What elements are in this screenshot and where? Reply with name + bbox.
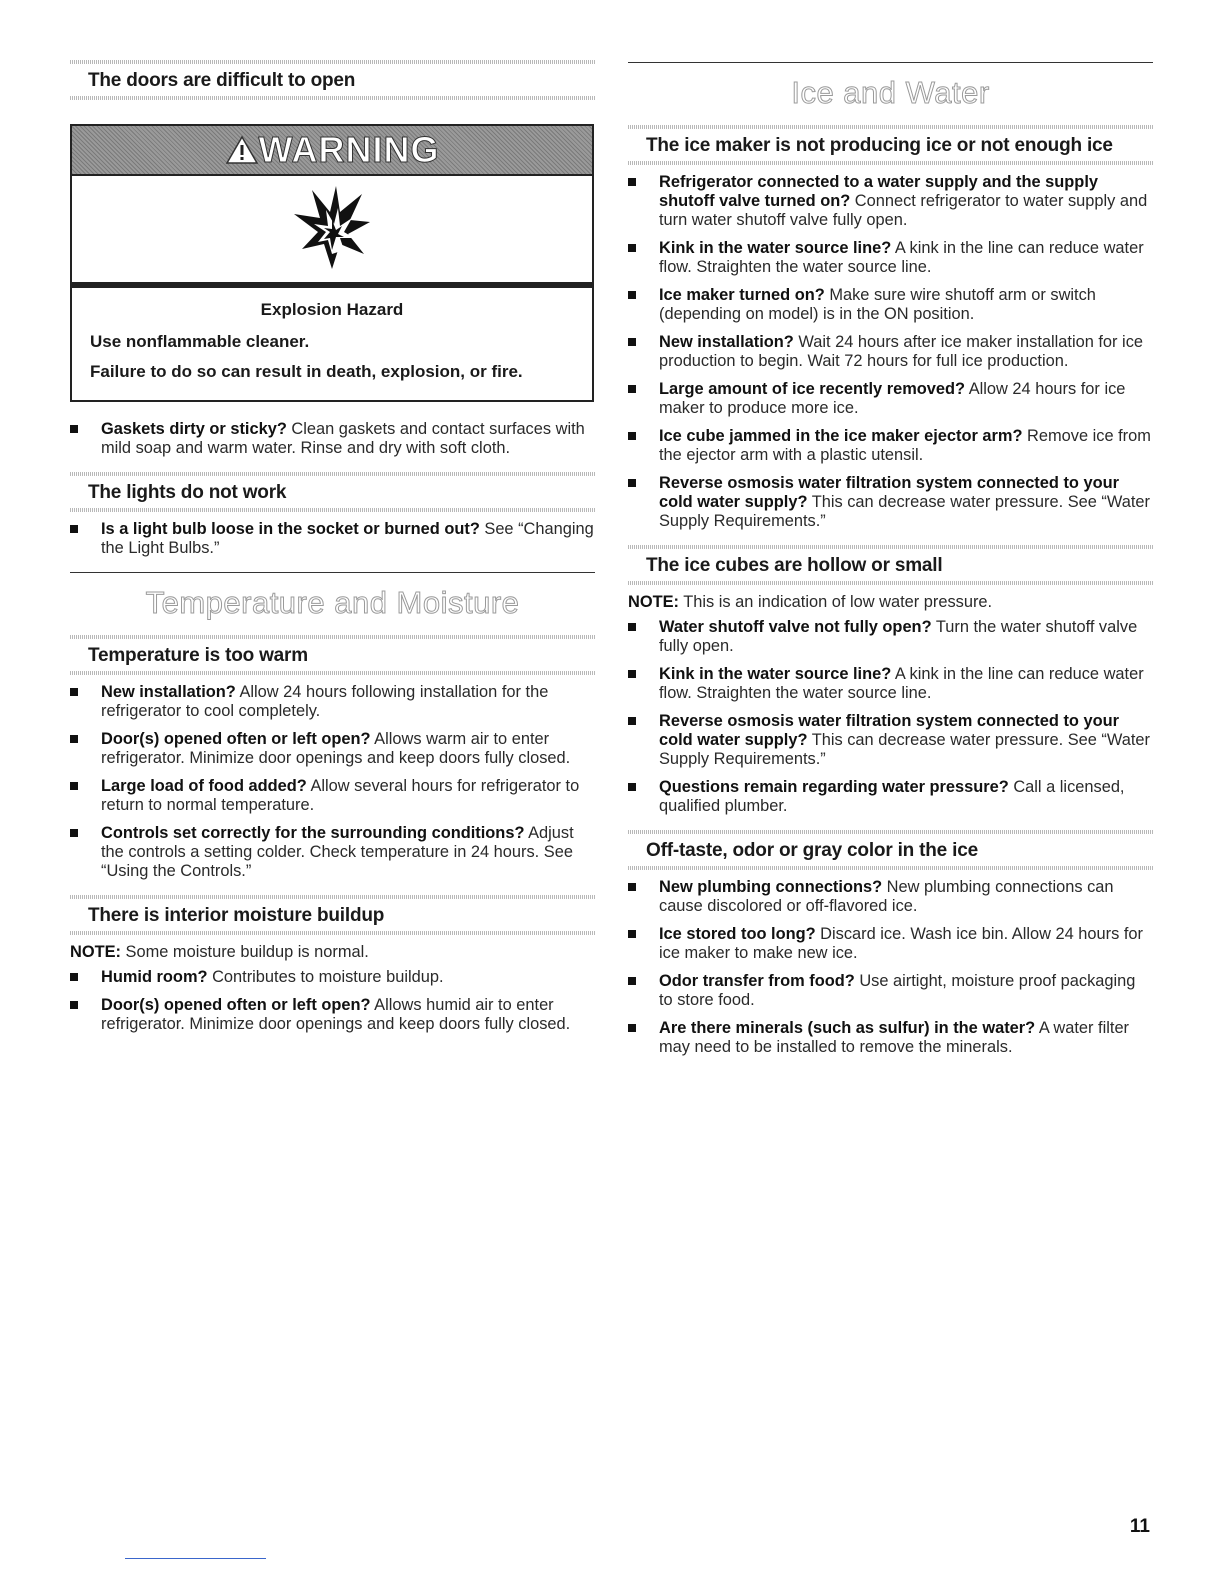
moisture-list bbox=[70, 968, 595, 1034]
list-item: Questions remain regarding water pressure? Call a licensed, qualified plumber. bbox=[628, 778, 1153, 816]
warning-line-2: Failure to do so can result in death, explosion, or fire. bbox=[90, 362, 523, 381]
list-item: Reverse osmosis water filtration system connected to your cold water supply? This can decrease water pressure. See “Water Supply Requirements.” bbox=[628, 474, 1153, 531]
subsection-warm-heading bbox=[70, 635, 595, 671]
bullet-square-icon bbox=[628, 338, 636, 346]
list-item: Is a light bulb loose in the socket or burned out? See “Changing the Light Bulbs.” bbox=[70, 520, 595, 558]
bullet-square-icon bbox=[628, 291, 636, 299]
subsection-hollow-heading bbox=[628, 545, 1153, 581]
list-item: Large amount of ice recently removed? Allow 24 hours for ice maker to produce more ice. bbox=[628, 380, 1153, 418]
subsection-title: The lights do not work bbox=[88, 482, 287, 503]
warning-box bbox=[70, 124, 594, 402]
list-item: Odor transfer from food? Use airtight, moisture proof packaging to store food. bbox=[628, 972, 1153, 1010]
bullet-square-icon bbox=[628, 783, 636, 791]
list-item: Refrigerator connected to a water supply and the supply shutoff valve turned on? Connect refrigerator to water supply and turn water shutoff valve fully open. bbox=[628, 173, 1153, 230]
list-item: Reverse osmosis water filtration system connected to your cold water supply? This can decrease water pressure. See “Water Supply Requirements.” bbox=[628, 712, 1153, 769]
section-temperature-moisture bbox=[70, 572, 595, 1034]
bullet-square-icon bbox=[628, 432, 636, 440]
bullet-square-icon bbox=[628, 977, 636, 985]
taste-list bbox=[628, 878, 1153, 1057]
list-item: Door(s) opened often or left open? Allows warm air to enter refrigerator. Minimize door openings and keep doors fully closed. bbox=[70, 730, 595, 768]
list-item: Ice maker turned on? Make sure wire shutoff arm or switch (depending on model) is in the ON position. bbox=[628, 286, 1153, 324]
section-ice-water bbox=[628, 62, 1153, 1057]
list-item: Kink in the water source line? A kink in the line can reduce water flow. Straighten the water source line. bbox=[628, 665, 1153, 703]
warning-header bbox=[72, 126, 592, 174]
bullet-square-icon bbox=[70, 688, 78, 696]
bullet-square-icon bbox=[628, 670, 636, 678]
right-column bbox=[628, 60, 1153, 1071]
explosion-icon bbox=[292, 184, 372, 274]
list-item: Controls set correctly for the surrounding conditions? Adjust the controls a setting colder. Check temperature in 24 hours. See “Using the Controls.” bbox=[70, 824, 595, 881]
subsection-doors-heading bbox=[70, 60, 595, 96]
subsection-title: Off-taste, odor or gray color in the ice bbox=[646, 840, 978, 861]
section-title: Ice and Water bbox=[791, 75, 990, 110]
bullet-square-icon bbox=[628, 178, 636, 186]
warning-title: WARNING bbox=[258, 129, 440, 170]
warning-hazard: Explosion Hazard bbox=[260, 300, 404, 319]
bullet-square-icon bbox=[628, 930, 636, 938]
subsection-title: The ice cubes are hollow or small bbox=[646, 555, 943, 576]
lights-list bbox=[70, 520, 595, 558]
list-item: New installation? Wait 24 hours after ice maker installation for ice production to begin. Wait 72 hours for full ice production. bbox=[628, 333, 1153, 371]
warning-symbol-area bbox=[72, 174, 592, 284]
bullet-square-icon bbox=[628, 1024, 636, 1032]
subsection-moisture-heading bbox=[70, 895, 595, 931]
left-column bbox=[70, 60, 595, 1048]
subsection-icemaker-heading bbox=[628, 125, 1153, 161]
warning-body bbox=[72, 284, 592, 400]
subsection-lights-heading bbox=[70, 472, 595, 508]
list-item: New plumbing connections? New plumbing connections can cause discolored or off-flavored ice. bbox=[628, 878, 1153, 916]
bullet-square-icon bbox=[628, 717, 636, 725]
bullet-square-icon bbox=[628, 479, 636, 487]
list-item: Ice cube jammed in the ice maker ejector arm? Remove ice from the ejector arm with a plastic utensil. bbox=[628, 427, 1153, 465]
bullet-square-icon bbox=[628, 244, 636, 252]
hollow-list bbox=[628, 618, 1153, 816]
list-item: Ice stored too long? Discard ice. Wash ice bin. Allow 24 hours for ice maker to make new ice. bbox=[628, 925, 1153, 963]
list-item: Humid room? Contributes to moisture buildup. bbox=[70, 968, 595, 987]
list-item: Door(s) opened often or left open? Allows humid air to enter refrigerator. Minimize door openings and keep doors fully closed. bbox=[70, 996, 595, 1034]
bullet-square-icon bbox=[70, 1001, 78, 1009]
page-number: 11 bbox=[1129, 1516, 1150, 1537]
note: NOTE: Some moisture buildup is normal. bbox=[70, 943, 369, 961]
bullet-square-icon bbox=[70, 735, 78, 743]
bullet-square-icon bbox=[70, 973, 78, 981]
footer-rule bbox=[125, 1558, 266, 1559]
subsection-title: The doors are difficult to open bbox=[88, 70, 356, 91]
bullet-square-icon bbox=[70, 782, 78, 790]
subsection-title: There is interior moisture buildup bbox=[88, 905, 385, 926]
subsection-title: Temperature is too warm bbox=[88, 645, 308, 666]
subsection-taste-heading bbox=[628, 830, 1153, 866]
list-item: Kink in the water source line? A kink in the line can reduce water flow. Straighten the water source line. bbox=[628, 239, 1153, 277]
list-item: New installation? Allow 24 hours following installation for the refrigerator to cool completely. bbox=[70, 683, 595, 721]
section-title: Temperature and Moisture bbox=[145, 585, 520, 620]
list-item: Gaskets dirty or sticky? Clean gaskets and contact surfaces with mild soap and warm water. Rinse and dry with soft cloth. bbox=[70, 420, 595, 458]
icemaker-list bbox=[628, 173, 1153, 531]
list-item: Are there minerals (such as sulfur) in the water? A water filter may need to be installed to remove the minerals. bbox=[628, 1019, 1153, 1057]
warning-line-1: Use nonflammable cleaner. bbox=[90, 332, 310, 351]
bullet-square-icon bbox=[70, 829, 78, 837]
list-item: Large load of food added? Allow several hours for refrigerator to return to normal temperature. bbox=[70, 777, 595, 815]
doors-list bbox=[70, 420, 595, 458]
warning-triangle-icon bbox=[225, 135, 259, 165]
bullet-square-icon bbox=[628, 385, 636, 393]
bullet-square-icon bbox=[628, 623, 636, 631]
subsection-title: The ice maker is not producing ice or not enough ice bbox=[646, 135, 1113, 156]
bullet-square-icon bbox=[628, 883, 636, 891]
note: NOTE: This is an indication of low water pressure. bbox=[628, 593, 993, 611]
list-item: Water shutoff valve not fully open? Turn the water shutoff valve fully open. bbox=[628, 618, 1153, 656]
bullet-square-icon bbox=[70, 525, 78, 533]
bullet-square-icon bbox=[70, 425, 78, 433]
warm-list bbox=[70, 683, 595, 881]
